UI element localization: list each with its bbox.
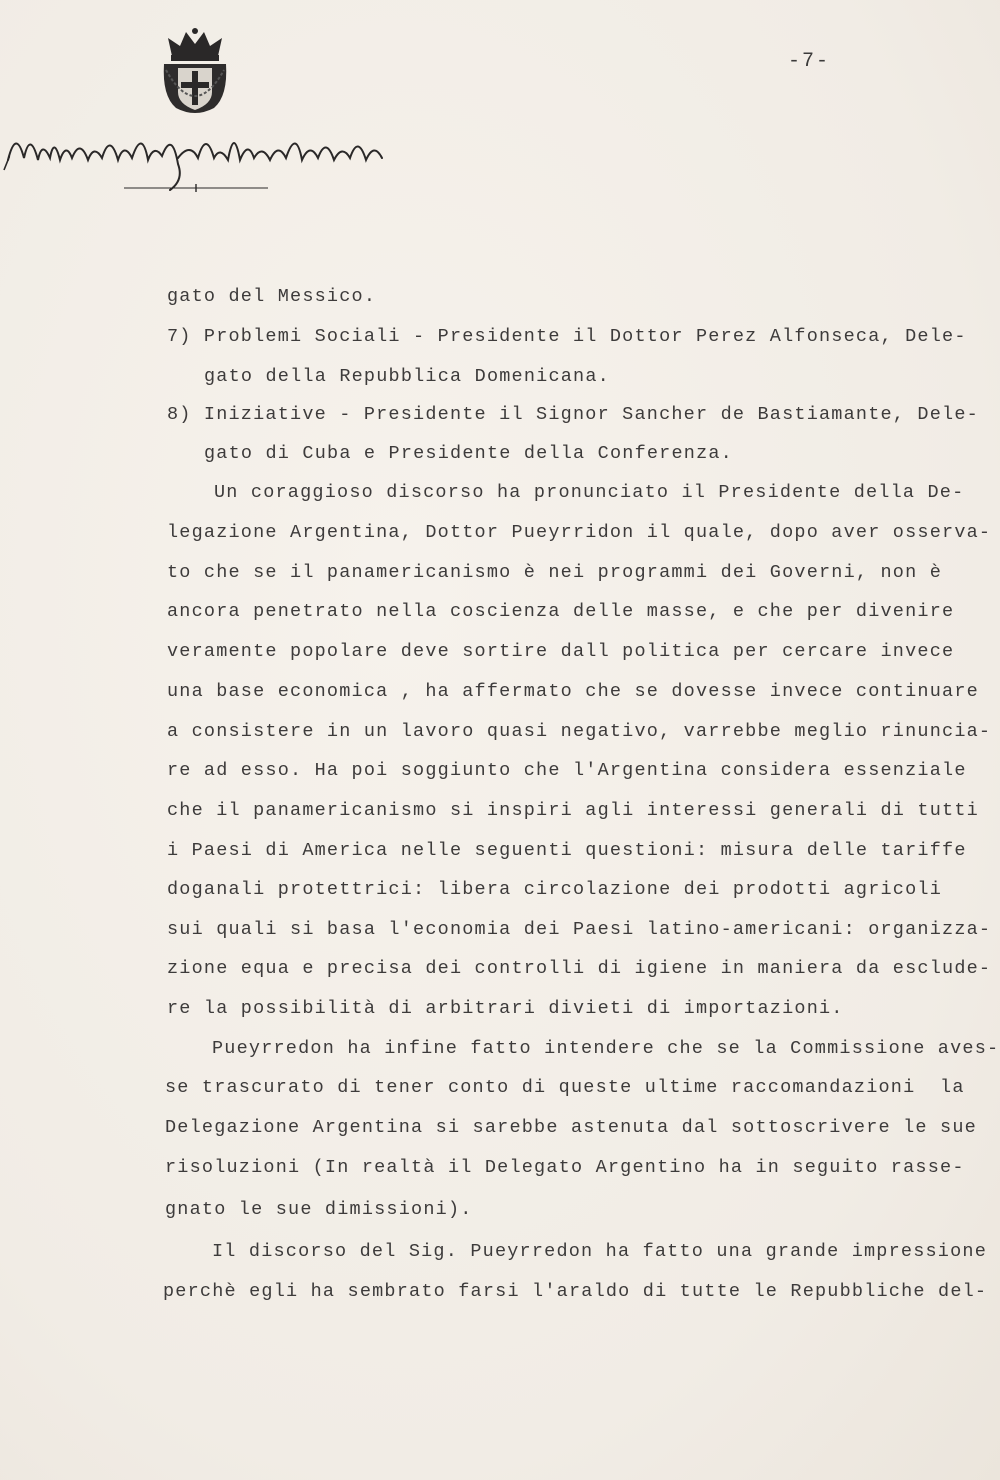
- ministry-letterhead-script: [2, 120, 402, 198]
- text-line: sui quali si basa l'economia dei Paesi latino-americani: organizza-: [167, 919, 992, 940]
- text-line: una base economica , ha affermato che se dovesse invece continuare: [167, 681, 979, 702]
- text-line: legazione Argentina, Dottor Pueyrridon il quale, dopo aver osserva-: [167, 522, 992, 543]
- text-line: zione equa e precisa dei controlli di igiene in maniera da escludе-: [167, 958, 992, 979]
- text-line: gato della Repubblica Domenicana.: [204, 366, 610, 387]
- text-line: to che se il panamericanismo è nei programmi dei Governi, non è: [167, 562, 943, 583]
- text-line: 8) Iniziative - Presidente il Signor Sancher de Bastiamante, Dele-: [167, 404, 979, 425]
- text-line: Un coraggioso discorso ha pronunciato il Presidente della De-: [214, 482, 965, 503]
- crown-shield-crest-icon: [158, 26, 232, 118]
- text-line: veramente popolare deve sortire dall politica per cercare invece: [167, 641, 955, 662]
- text-line: Delegazione Argentina si sarebbe astenuta dal sottoscrivere le sue: [165, 1117, 977, 1138]
- text-line: Il discorso del Sig. Pueyrredon ha fatto una grande impressione: [212, 1241, 988, 1262]
- text-line: risoluzioni (In realtà il Delegato Argentino ha in seguito rasse-: [165, 1157, 965, 1178]
- text-line: re la possibilità di arbitrari divieti di importazioni.: [167, 998, 844, 1019]
- text-line: gato di Cuba e Presidente della Conferenza.: [204, 443, 733, 464]
- text-line: gato del Messico.: [167, 286, 377, 307]
- text-line: a consistere in un lavoro quasi negativo, varrebbe meglio rinuncia-: [167, 721, 992, 742]
- text-line: ancora penetrato nella coscienza delle masse, e che per divenire: [167, 601, 955, 622]
- text-line: doganali protettrici: libera circolazione dei prodotti agricoli: [167, 879, 943, 900]
- text-line: i Paesi di America nelle seguenti questioni: misura delle tariffe: [167, 840, 967, 861]
- text-line: se trascurato di tener conto di queste ultime raccomandazioni la: [165, 1077, 965, 1098]
- text-line: perchè egli ha sembrato farsi l'araldo di tutte le Repubbliche del-: [163, 1281, 988, 1302]
- text-line: 7) Problemi Sociali - Presidente il Dottor Perez Alfonseca, Dele-: [167, 326, 967, 347]
- text-line: Pueyrredon ha infine fatto intendere che se la Commissione aves-: [212, 1038, 1000, 1059]
- page-number: -7-: [788, 50, 831, 73]
- text-line: gnato le sue dimissioni).: [165, 1199, 473, 1220]
- text-line: re ad esso. Ha poi soggiunto che l'Argentina considera essenziale: [167, 760, 967, 781]
- text-line: che il panamericanismo si inspiri agli interessi generali di tutti: [167, 800, 979, 821]
